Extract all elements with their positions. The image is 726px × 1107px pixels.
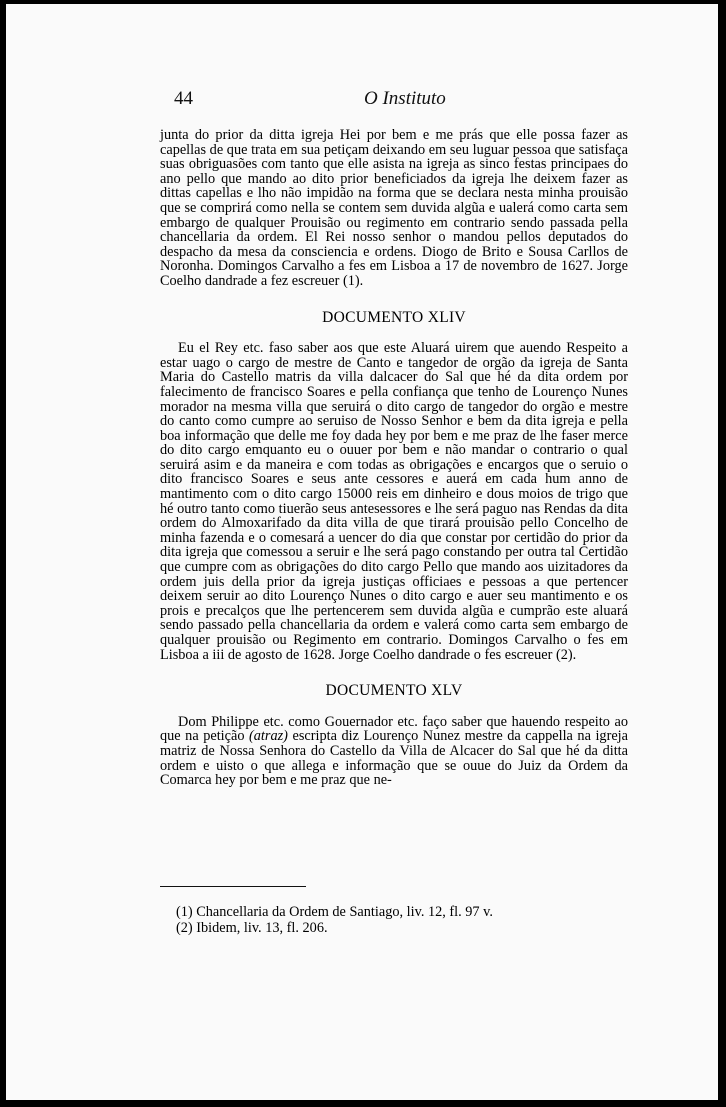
document-heading-xliv: DOCUMENTO XLIV: [322, 308, 466, 326]
footnote-divider: [160, 886, 306, 887]
paragraph-document-xlv: [160, 715, 628, 788]
paragraph-xlv-italic: (atraz): [249, 728, 288, 745]
footnote-1: (1) Chancellaria da Ordem de Santiago, liv. 12, fl. 97 v.: [176, 904, 493, 920]
paragraph-document-xliv: Eu el Rey etc. faso saber aos que este Aluará uirem que auendo Respeito a estar uago o cargo de mestre de Canto e tangedor de orgão da igreja de Santa Maria do Castello matris da villa dalcacer do Sal que hé da dita ordem por falecimento de francisco Soares e pella confiança que tenho de Lourenço Nunes morador na mesma villa que seruirá o dito cargo de tangedor do orgão e mestre do canto como cumpre ao seruiso de Nosso Senhor e bem da dita igreja e pella boa informação que delle me foy dada hey por bem e me praz de lhe faser merce do dito cargo emquanto eu o ouuer por bem e não mandar o contrario o qual seruirá asim e da maneira e com todas as obrigações e encargos que o seruio o dito francisco Soares e seus ante cessores e auerá em cada hum anno de mantimento com o dito cargo 15000 reis em dinheiro e dous moios de trigo que hé outro tanto como tiuerão seus antesessores e lhe será paguo nas Rendas da dita ordem do Almoxarifado da dita villa de que tirará prouisão pello Concelho de minha fazenda e o comesará a uencer do dia que constar por certidão do prior da dita igreja que comessou a seruir e lhe será pago constando per outra tal Certidão que cumpre com as obrigações do dito cargo Pello que mando aos uizitadores da ordem juis della prior da igreja justiças officiaes e pessoas a que pertencer deixem seruir ao dito Lourenço Nunes o dito cargo e auer seu mantimento e os prois e precalços que lhe pertencerem sem duvida algũa e cumprão este aluará sendo passado pella chancellaria da ordem e valerá como carta sem embargo de qualquer prouisão ou Regimento em contrario. Domingos Carvalho o fes em Lisboa a iii de agosto de 1628. Jorge Coelho dandrade o fes escreuer (2).: [160, 340, 628, 663]
page-number: 44: [174, 88, 193, 109]
running-title: O Instituto: [364, 88, 446, 109]
paragraph-xlv-part-b: escripta diz Lourenço Nunez mestre da cappella na igreja matriz de Nossa Senhora do Castello da Villa de Alcacer do Sal que hé da ditta ordem e uisto o que allega e informação que se ouue do Juiz da Ordem da Comarca hey por bem e me praz que ne-: [160, 728, 628, 789]
paragraph-continuation: junta do prior da ditta igreja Hei por bem e me prás que elle possa fazer as capellas de que trata em sua petiçam deixando em seu luguar pessoa que satisfaça suas obriguasões com tanto que elle asista na igreja as sinco festas principaes do ano pello que mando ao dito prior beneficiados da igreja lhe deixem fazer as dittas capellas e lho não impidão na forma que se declara nesta minha prouisão que se comprirá como nella se contem sem duvida algũa e ualerá como carta sem embargo de qualquer Prouisão ou regimento em contrario sendo passada pella chancellaria da ordem. El Rei nosso senhor o mandou pellos deputados do despacho da mesa da consciencia e ordens. Diogo de Brito e Sousa Carllos de Noronha. Domingos Carvalho a fes em Lisboa a 17 de novembro de 1627. Jorge Coelho dandrade a fez escreuer (1).: [160, 127, 628, 289]
footnotes: [176, 904, 636, 936]
document-heading-xlv: DOCUMENTO XLV: [325, 682, 463, 700]
paragraph-xlv-part-a: Dom Philippe etc. como Gouernador etc. faço saber que hauendo respeito ao que na petição: [160, 713, 628, 745]
main-text: [160, 128, 628, 788]
footnote-2: (2) Ibidem, liv. 13, fl. 206.: [176, 920, 328, 936]
